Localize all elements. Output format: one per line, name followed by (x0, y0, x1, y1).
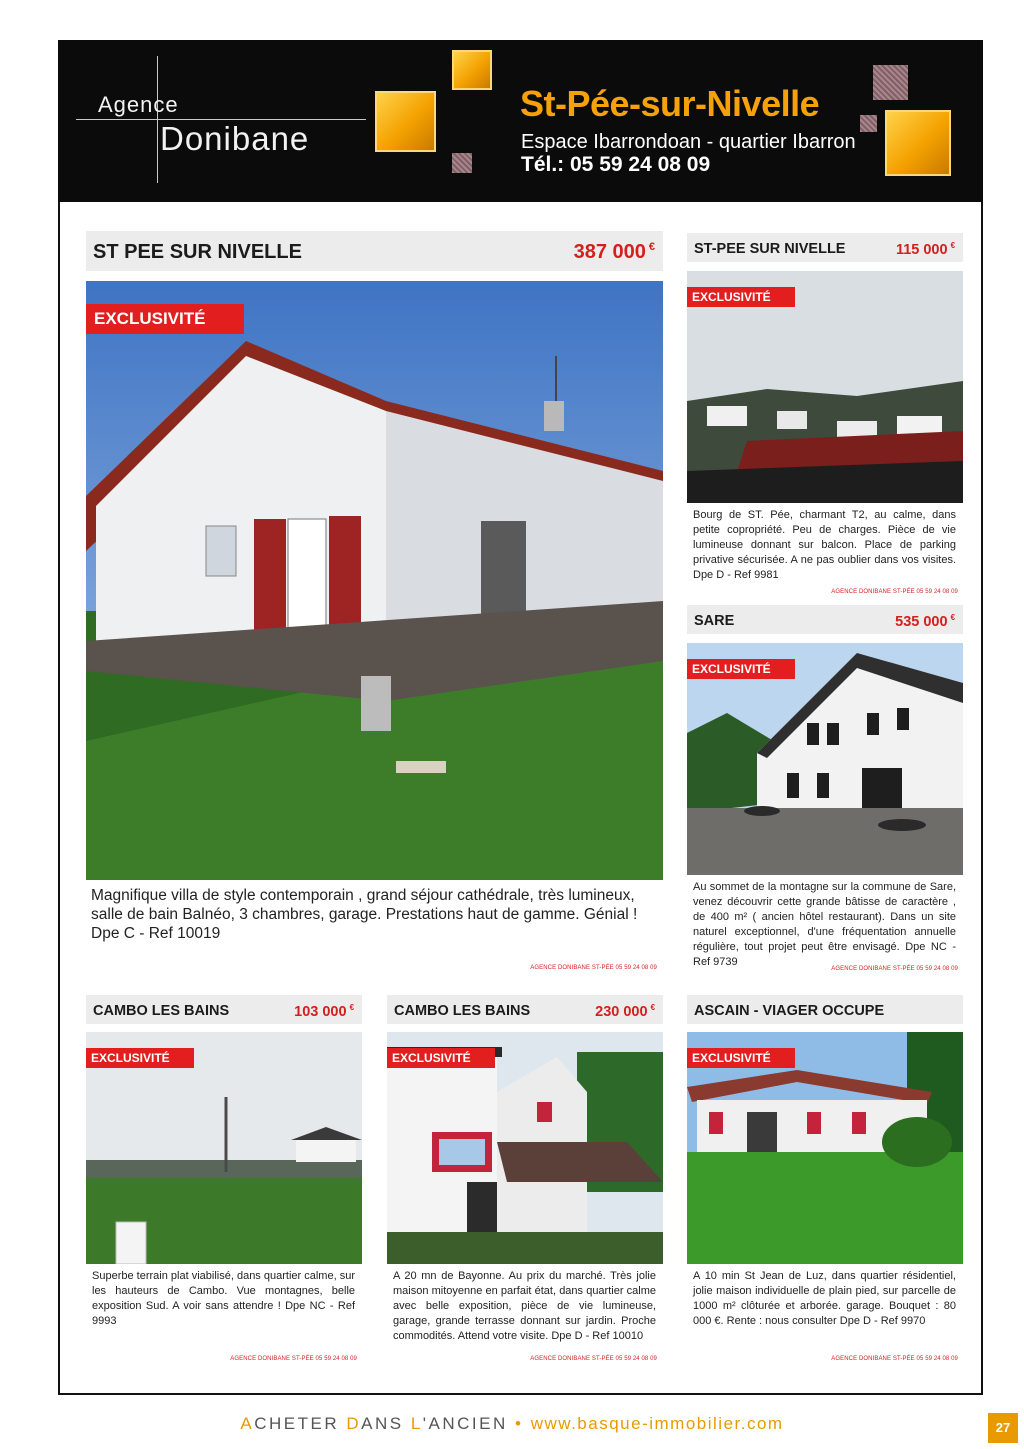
listing-price: 115 000 € (895, 241, 955, 258)
decor-square-orange-2 (452, 50, 492, 90)
listing-title-bar (687, 233, 963, 262)
agency-contact-line: AGENCE DONIBANE ST-PÉE 05 59 24 08 09 (530, 965, 657, 971)
listing-description: A 20 mn de Bayonne. Au prix du marché. Très jolie maison mitoyenne en parfait état, dans quartier calme avec belle exposition, pièce de vie lumineuse, garage, grande terrasse donnant sur jardin. Proche commodités. Attend votre visite. Dpe D - Ref 10010 (393, 1270, 656, 1342)
agency-contact-line: AGENCE DONIBANE ST-PÉE 05 59 24 08 09 (831, 589, 958, 595)
listing-price: 230 000 € (595, 1003, 655, 1020)
listing-photo-sare (687, 643, 963, 875)
listing-price: 103 000 € (294, 1003, 354, 1020)
exclusivite-badge: EXCLUSIVITÉ (86, 1048, 194, 1068)
exclusivite-badge: EXCLUSIVITÉ (387, 1048, 495, 1068)
listing-location: SARE (694, 613, 735, 629)
exclusivite-badge: EXCLUSIVITÉ (687, 659, 795, 679)
listing-photo-village (687, 271, 963, 503)
decor-square-mauve-1 (452, 153, 472, 173)
listing-location: CAMBO LES BAINS (394, 1003, 531, 1019)
agency-contact-line: AGENCE DONIBANE ST-PÉE 05 59 24 08 09 (230, 1356, 357, 1362)
listing-price: 387 000 € (573, 241, 655, 263)
footer-tagline: ACHETER DANS L'ANCIEN • www.basque-immobilier.com (240, 1414, 784, 1433)
logo-line-vertical (157, 56, 158, 183)
page-number: 27 (988, 1413, 1018, 1443)
listing-description: A 10 min St Jean de Luz, dans quartier résidentiel, jolie maison individuelle de plain pied, sur parcelle de 1000 m² clôturée et arborée. garage. Bouquet : 80 000 €. Rente : nous consulter Dpe D - Ref 9970 (693, 1270, 956, 1327)
decor-square-orange-1 (375, 91, 436, 152)
logo-donibane-text: Donibane (160, 120, 310, 157)
listing-location: ST PEE SUR NIVELLE (93, 241, 302, 263)
listing-photo-villa (86, 281, 663, 880)
agency-contact-line: AGENCE DONIBANE ST-PÉE 05 59 24 08 09 (530, 1356, 657, 1362)
decor-square-mauve-2 (873, 65, 908, 100)
listing-title-bar (86, 231, 663, 271)
listing-title-bar (687, 995, 963, 1024)
listing-price: 535 000 € (895, 613, 955, 630)
agency-town: St-Pée-sur-Nivelle (520, 83, 820, 124)
listing-description: Bourg de ST. Pée, charmant T2, au calme, dans petite copropriété. Peu de charges. Pièce de vie lumineuse donnant sur balcon. Place de parking privative sécurisée. A ne pas oublier dans vos visites. Dpe D - Ref 9981 (693, 509, 956, 581)
logo-agence-text: Agence (98, 92, 179, 117)
exclusivite-badge: EXCLUSIVITÉ (687, 287, 795, 307)
agency-contact-line: AGENCE DONIBANE ST-PÉE 05 59 24 08 09 (831, 966, 958, 972)
agency-phone: Tél.: 05 59 24 08 09 (521, 153, 711, 176)
listing-description: Superbe terrain plat viabilisé, dans quartier calme, sur les hauteurs de Cambo. Vue montagnes, belle exposition Sud. A voir sans attendre ! Dpe NC - Ref 9993 (92, 1270, 355, 1327)
decor-square-orange-3 (885, 110, 951, 176)
listing-photo-ascain (687, 1032, 963, 1264)
exclusivite-badge: EXCLUSIVITÉ (687, 1048, 795, 1068)
listing-photo-terrain (86, 1032, 362, 1264)
listing-title-bar (86, 995, 362, 1024)
listing-description: Magnifique villa de style contemporain , grand séjour cathédrale, très lumineux, salle de bain Balnéo, 3 chambres, garage. Prestations haut de gamme. Génial ! Dpe C - Ref 10019 (91, 887, 638, 942)
listing-description: Au sommet de la montagne sur la commune de Sare, venez découvrir cette grande bâtisse de caractère , de 400 m² ( ancien hôtel restaurant). Dans un site naturel exceptionnel, d'une fréquentation annuelle régulière, tout projet peut être envisagé. Dpe NC - Ref 9739 (693, 881, 956, 968)
agency-address: Espace Ibarrondoan - quartier Ibarron (521, 131, 856, 153)
listing-price (952, 1003, 955, 1020)
listing-location: ASCAIN - VIAGER OCCUPE (694, 1003, 885, 1019)
agency-contact-line: AGENCE DONIBANE ST-PÉE 05 59 24 08 09 (831, 1356, 958, 1362)
listing-location: CAMBO LES BAINS (93, 1003, 230, 1019)
listing-title-bar (687, 605, 963, 634)
decor-square-mauve-3 (860, 115, 877, 132)
exclusivite-badge: EXCLUSIVITÉ (86, 304, 244, 334)
footer-website-link[interactable]: www.basque-immobilier.com (530, 1414, 784, 1433)
listing-location: ST-PEE SUR NIVELLE (694, 241, 846, 257)
villa-photo-illustration (86, 281, 663, 880)
listing-title-bar (387, 995, 663, 1024)
listing-photo-maison-mitoyenne (387, 1032, 663, 1264)
